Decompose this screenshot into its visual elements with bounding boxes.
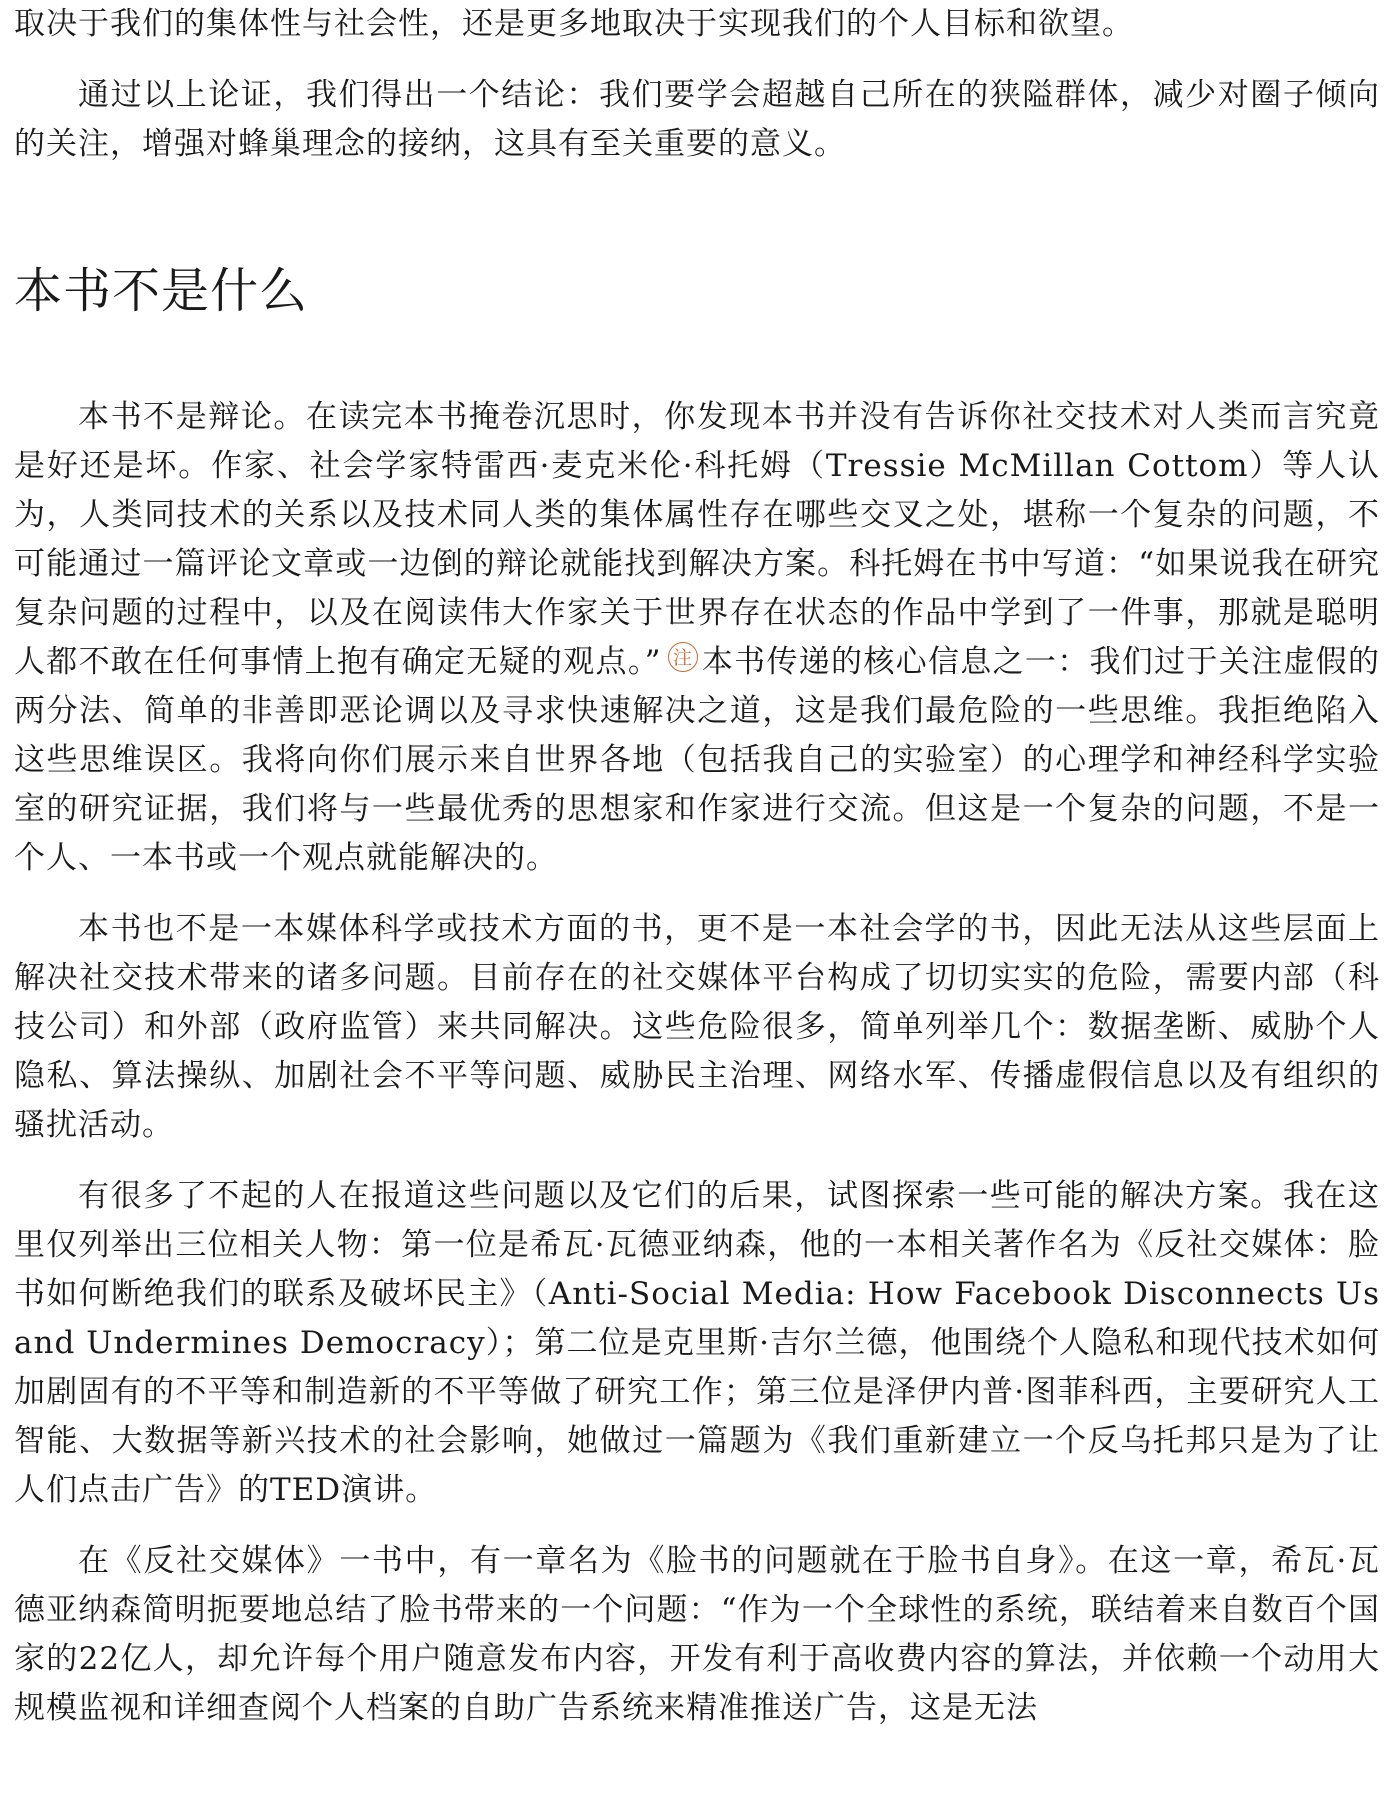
paragraph-not-a-debate (14, 393, 1380, 883)
paragraph-text-after-note: 本书传递的核心信息之一：我们过于关注虚假的两分法、简单的非善即恶论调以及寻求快速解决之道，这是我们最危险的一些思维。我拒绝陷入这些思维误区。我将向你们展示来自世界各地（包括我自己的实验室）的心理学和神经科学实验室的研究证据，我们将与一些最优秀的思想家和作家进行交流。但这是一个复杂的问题，不是一个人、一本书或一个观点就能解决的。 (14, 644, 1380, 876)
paragraph-conclusion: 通过以上论证，我们得出一个结论：我们要学会超越自己所在的狭隘群体，减少对圈子倾向的关注，增强对蜂巢理念的接纳，这具有至关重要的意义。 (14, 77, 1380, 162)
paragraph-top: 取决于我们的集体性与社会性，还是更多地取决于实现我们的个人目标和欲望。 (14, 6, 1134, 42)
document-page (14, 0, 1380, 1733)
paragraph-text-before-note: 本书不是辩论。在读完本书掩卷沉思时，你发现本书并没有告诉你社交技术对人类而言究竟是好还是坏。作家、社会学家特雷西·麦克米伦·科托姆（Tressie McMillan Cottom）等人认为，人类同技术的关系以及技术同人类的集体属性存在哪些交叉之处，堪称一个复杂的问题，不可能通过一篇评论文章或一边倒的辩论就能找到解决方案。科托姆在书中写道：“如果说我在研究复杂问题的过程中，以及在阅读伟大作家关于世界存在状态的作品中学到了一件事，那就是聪明人都不敢在任何事情上抱有确定无疑的观点。” (14, 399, 1380, 680)
paragraph-not-media-science: 本书也不是一本媒体科学或技术方面的书，更不是一本社会学的书，因此无法从这些层面上解决社交技术带来的诸多问题。目前存在的社交媒体平台构成了切切实实的危险，需要内部（科技公司）和外部（政府监管）来共同解决。这些危险很多，简单列举几个：数据垄断、威胁个人隐私、算法操纵、加剧社会不平等问题、威胁民主治理、网络水军、传播虚假信息以及有组织的骚扰活动。 (14, 911, 1380, 1143)
paragraph-anti-social-media: 在《反社交媒体》一书中，有一章名为《脸书的问题就在于脸书自身》。在这一章，希瓦·瓦德亚纳森简明扼要地总结了脸书带来的一个问题：“作为一个全球性的系统，联结着来自数百个国家的22亿人，却允许每个用户随意发布内容，开发有利于高收费内容的算法，并依赖一个动用大规模监视和详细查阅个人档案的自助广告系统来精准推送广告，这是无法 (14, 1543, 1380, 1726)
footnote-marker-icon[interactable]: 注 (668, 642, 698, 672)
paragraph-researchers: 有很多了不起的人在报道这些问题以及它们的后果，试图探索一些可能的解决方案。我在这里仅列举出三位相关人物：第一位是希瓦·瓦德亚纳森，他的一本相关著作名为《反社交媒体：脸书如何断绝我们的联系及破坏民主》（Anti-Social Media: How Facebook Disconnects Us and Undermines Democracy）；第二位是克里斯·吉尔兰德，他围绕个人隐私和现代技术如何加剧固有的不平等和制造新的不平等做了研究工作；第三位是泽伊内普·图菲科西，主要研究人工智能、大数据等新兴技术的社会影响，她做过一篇题为《我们重新建立一个反乌托邦只是为了让人们点击广告》的TED演讲。 (14, 1178, 1380, 1508)
section-heading: 本书不是什么 (14, 263, 309, 319)
